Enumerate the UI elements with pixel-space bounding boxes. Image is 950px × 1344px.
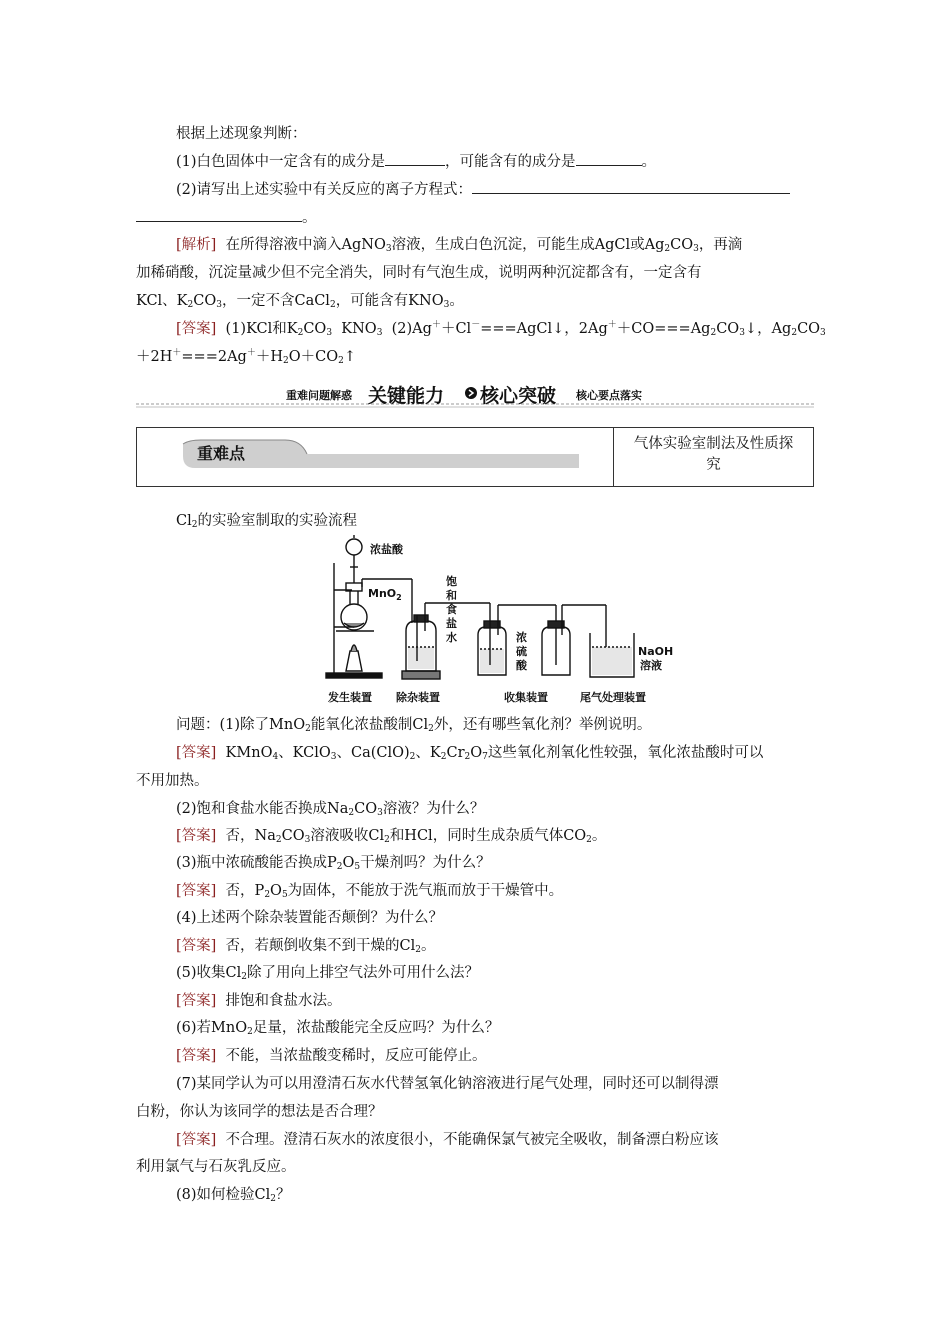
banner-left: 重难问题解惑 bbox=[286, 389, 352, 402]
section-banner bbox=[136, 380, 814, 410]
qa-question-4: (4)上述两个除杂装置能否颠倒？为什么？ bbox=[176, 910, 444, 926]
qa-answer-6: [答案] 不能，当浓盐酸变稀时，反应可能停止。 bbox=[176, 1048, 487, 1064]
qa-question-1: 问题：(1)除了MnO$_2$能氧化浓盐酸制$Cl_2$外，还有哪些氧化剂？举例说明。 bbox=[176, 717, 652, 734]
qa-question-6: (6)若MnO$_2$足量，浓盐酸能完全反应吗？为什么？ bbox=[176, 1020, 500, 1037]
generation-apparatus bbox=[326, 535, 412, 678]
label-saturated-3: 盐 bbox=[446, 617, 457, 630]
answer-tag: [答案] bbox=[176, 321, 217, 337]
label-naoh-solution: 溶液 bbox=[640, 659, 662, 672]
qa-question-5: (5)收集$Cl_2$除了用向上排空气法外可用什么法？ bbox=[176, 965, 480, 982]
qa-answer-1: [答案] KMnO$_4$、KClO$_3$、$Ca(ClO)_2$、$K_2Cr_2O_7$这些氧化剂氧化性较强，氧化浓盐酸时可以 bbox=[176, 745, 764, 762]
banner-decoration bbox=[136, 380, 814, 410]
label-saturated-4: 水 bbox=[446, 631, 457, 644]
blank-3[interactable] bbox=[472, 179, 790, 194]
blank-2[interactable] bbox=[576, 151, 642, 166]
table-right-cell bbox=[614, 428, 813, 486]
label-saturated-0: 饱 bbox=[446, 575, 457, 588]
key-point-table bbox=[136, 427, 814, 487]
naoh-beaker bbox=[590, 633, 634, 677]
judge-line: 根据上述现象判断： bbox=[176, 126, 307, 142]
label-conc-hcl: 浓盐酸 bbox=[370, 543, 403, 556]
qa-answer-5: [答案] 排饱和食盐水法。 bbox=[176, 993, 342, 1009]
qa-question-7: (7)某同学认为可以用澄清石灰水代替氢氧化钠溶液进行尾气处理，同时还可以制得漂 bbox=[176, 1076, 719, 1092]
analysis-line-1: [解析] 在所得溶液中滴入AgNO$_3$溶液，生成白色沉淀，可能生成AgCl或$Ag_2CO_3$，再滴 bbox=[176, 237, 743, 254]
analysis-tag: [解析] bbox=[176, 237, 217, 253]
banner-right: 核心要点落实 bbox=[576, 389, 642, 402]
qa-question-7-cont: 白粉，你认为该同学的想法是否合理？ bbox=[136, 1104, 383, 1120]
qa-question-2: (2)饱和食盐水能否换成$Na_2CO_3$溶液？为什么？ bbox=[176, 801, 485, 818]
label-conc-1: 硫 bbox=[516, 645, 527, 658]
qa-answer-4: [答案] 否，若颠倒收集不到干燥的$Cl_2$。 bbox=[176, 938, 436, 955]
chlorine-apparatus-figure bbox=[318, 535, 674, 707]
caption-tail: 尾气处理装置 bbox=[580, 691, 646, 704]
label-naoh: NaOH bbox=[638, 645, 674, 658]
banner-main-b: 核心突破 bbox=[480, 385, 557, 407]
qa-answer-7: [答案] 不合理。澄清石灰水的浓度很小，不能确保氯气被完全吸收，制备漂白粉应该 bbox=[176, 1132, 719, 1148]
label-saturated-2: 食 bbox=[446, 603, 457, 616]
qa-answer-1-cont: 不用加热。 bbox=[136, 773, 209, 789]
qa-answer-7-cont: 利用氯气与石灰乳反应。 bbox=[136, 1159, 296, 1175]
caption-generation: 发生装置 bbox=[328, 691, 372, 704]
blank-4[interactable] bbox=[136, 207, 302, 222]
caption-collect: 收集装置 bbox=[504, 691, 548, 704]
qa-question-3: (3)瓶中浓硫酸能否换成$P_2O_5$干燥剂吗？为什么？ bbox=[176, 855, 491, 872]
banner-main-a: 关键能力 bbox=[368, 385, 445, 407]
analysis-line-3: KCl、$K_2CO_3$，一定不含CaCl$_2$，可能含有$KNO_3$。 bbox=[136, 293, 464, 310]
qa-answer-3: [答案] 否，$P_2O_5$为固体，不能放于洗气瓶而放于干燥管中。 bbox=[176, 883, 564, 900]
key-point-label: 重难点 bbox=[197, 444, 246, 463]
qa-answer-2: [答案] 否，$Na_2CO_3$溶液吸收$Cl_2$和HCl，同时生成杂质气体$CO_2$。 bbox=[176, 828, 607, 845]
answer-line-1: [答案] (1)KCl和$K_2CO_3$ $KNO_3$ (2)Ag＋＋Cl－===AgCl↓，$2Ag^++CO===Ag_2CO_3↓$，$Ag_2CO_3$ bbox=[176, 320, 826, 338]
blank-1[interactable] bbox=[385, 151, 445, 166]
table-title-line-2: 究 bbox=[706, 457, 721, 473]
label-mno2: MnO$_2$ bbox=[368, 587, 402, 602]
table-left-cell bbox=[137, 428, 614, 486]
label-conc-0: 浓 bbox=[516, 631, 527, 644]
label-conc-2: 酸 bbox=[516, 659, 527, 672]
flow-title: $Cl_2$的实验室制取的实验流程 bbox=[176, 513, 357, 530]
caption-remove: 除杂装置 bbox=[396, 691, 440, 704]
table-title-line-1: 气体实验室制法及性质探 bbox=[633, 436, 794, 452]
label-saturated-1: 和 bbox=[446, 589, 457, 602]
question-2-line-cont: 。 bbox=[136, 207, 317, 228]
analysis-line-2: 加稀硝酸，沉淀量减少但不完全消失，同时有气泡生成，说明两种沉淀都含有，一定含有 bbox=[136, 265, 702, 281]
qa-question-8: (8)如何检验$Cl_2$？ bbox=[176, 1187, 291, 1204]
question-1-line: (1)白色固体中一定含有的成分是 ，可能含有的成分是 。 bbox=[176, 151, 656, 172]
answer-line-2: $+2H^+===2Ag^++H_2O+CO_2↑$ bbox=[136, 348, 356, 366]
question-2-line: (2)请写出上述实验中有关反应的离子方程式： bbox=[176, 179, 790, 200]
